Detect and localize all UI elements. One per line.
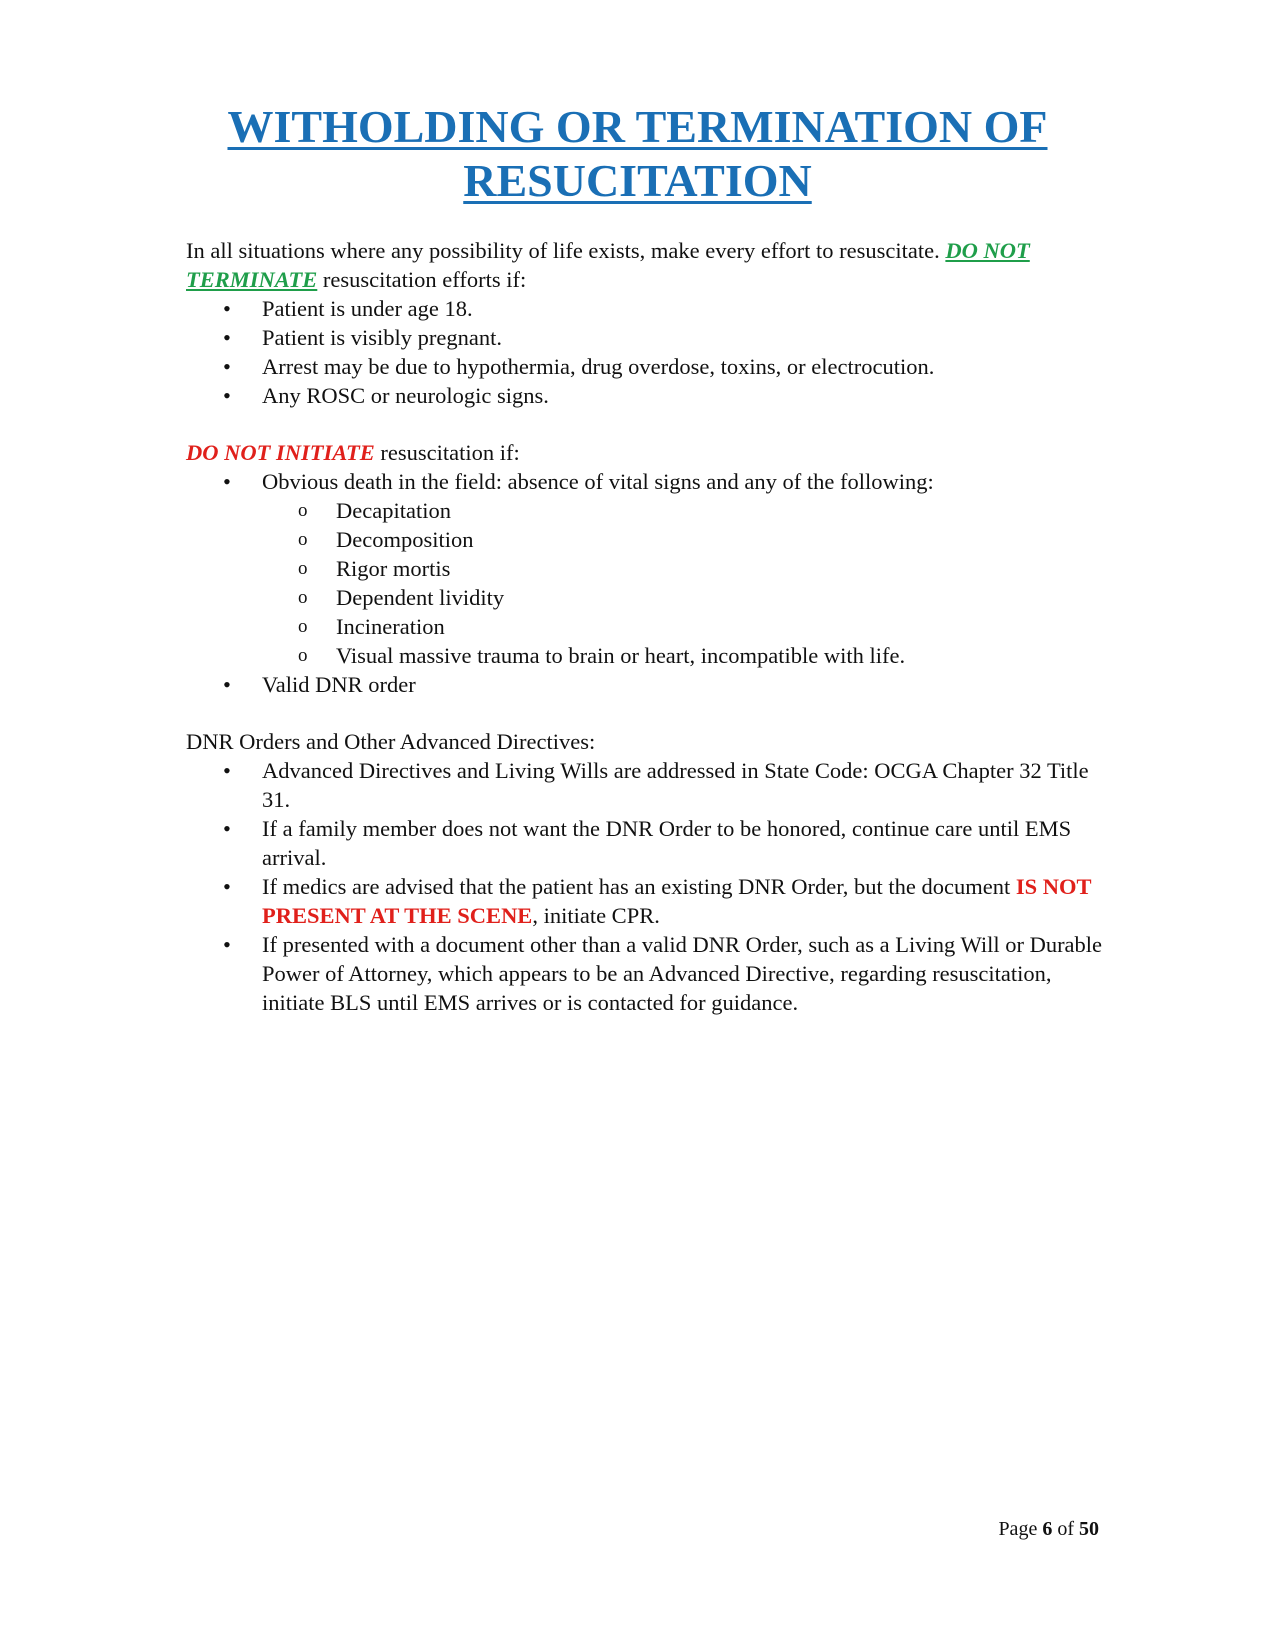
dnr-heading: DNR Orders and Other Advanced Directives:	[186, 729, 596, 754]
dnr-list	[186, 756, 1106, 1017]
sublist-item: o Dependent lividity	[186, 583, 1106, 612]
list-item: • Advanced Directives and Living Wills are addressed in State Code: OCGA Chapter 32 Title 31.	[186, 756, 1106, 814]
intro-paragraph: In all situations where any possibility of life exists, make every effort to resuscitate. DO NOT TERMINATE resuscitation efforts if:	[186, 238, 1030, 292]
list-item: • Obvious death in the field: absence of vital signs and any of the following: o Decapitation o Decomposition o Rigor mortis o Dependent lividity o Incineration o Visual massive trauma to brain or heart, incompatible with life.	[186, 467, 1106, 670]
sublist-item: o Decapitation	[186, 496, 1106, 525]
list-item: • Valid DNR order	[186, 670, 1106, 699]
title-line-1: WITHOLDING OR TERMINATION OF	[227, 101, 1048, 152]
not-present-emphasis: IS NOT PRESENT AT THE SCENE	[262, 874, 1092, 928]
do-not-terminate-list	[186, 294, 1106, 410]
obvious-death-sublist	[262, 496, 1106, 670]
list-item: • Patient is visibly pregnant.	[186, 323, 1106, 352]
page-number: Page 6 of 50	[998, 1518, 1099, 1540]
sublist-item: o Visual massive trauma to brain or heart, incompatible with life.	[186, 641, 1106, 670]
list-item: • Arrest may be due to hypothermia, drug overdose, toxins, or electrocution.	[186, 352, 1106, 381]
sublist-item: o Rigor mortis	[186, 554, 1106, 583]
list-item: • If medics are advised that the patient has an existing DNR Order, but the document IS NOT PRESENT AT THE SCENE, initiate CPR.	[186, 872, 1106, 930]
list-item: • Patient is under age 18.	[186, 294, 1106, 323]
sublist-item: o Decomposition	[186, 525, 1106, 554]
list-item: • If presented with a document other than a valid DNR Order, such as a Living Will or Durable Power of Attorney, which appears to be an Advanced Directive, regarding resuscitation, initiate BLS until EMS arrives or is contacted for guidance.	[186, 930, 1106, 1017]
sublist-item: o Incineration	[186, 612, 1106, 641]
list-item: • If a family member does not want the DNR Order to be honored, continue care until EMS arrival.	[186, 814, 1106, 872]
list-item: • Any ROSC or neurologic signs.	[186, 381, 1106, 410]
page-title	[0, 100, 1275, 208]
do-not-initiate-list	[186, 467, 1106, 699]
do-not-initiate-heading: DO NOT INITIATE resuscitation if:	[186, 440, 520, 465]
document-body	[186, 236, 1106, 1017]
title-line-2: RESUCITATION	[463, 155, 812, 206]
do-not-terminate-emphasis: DO NOT TERMINATE	[186, 238, 1030, 292]
